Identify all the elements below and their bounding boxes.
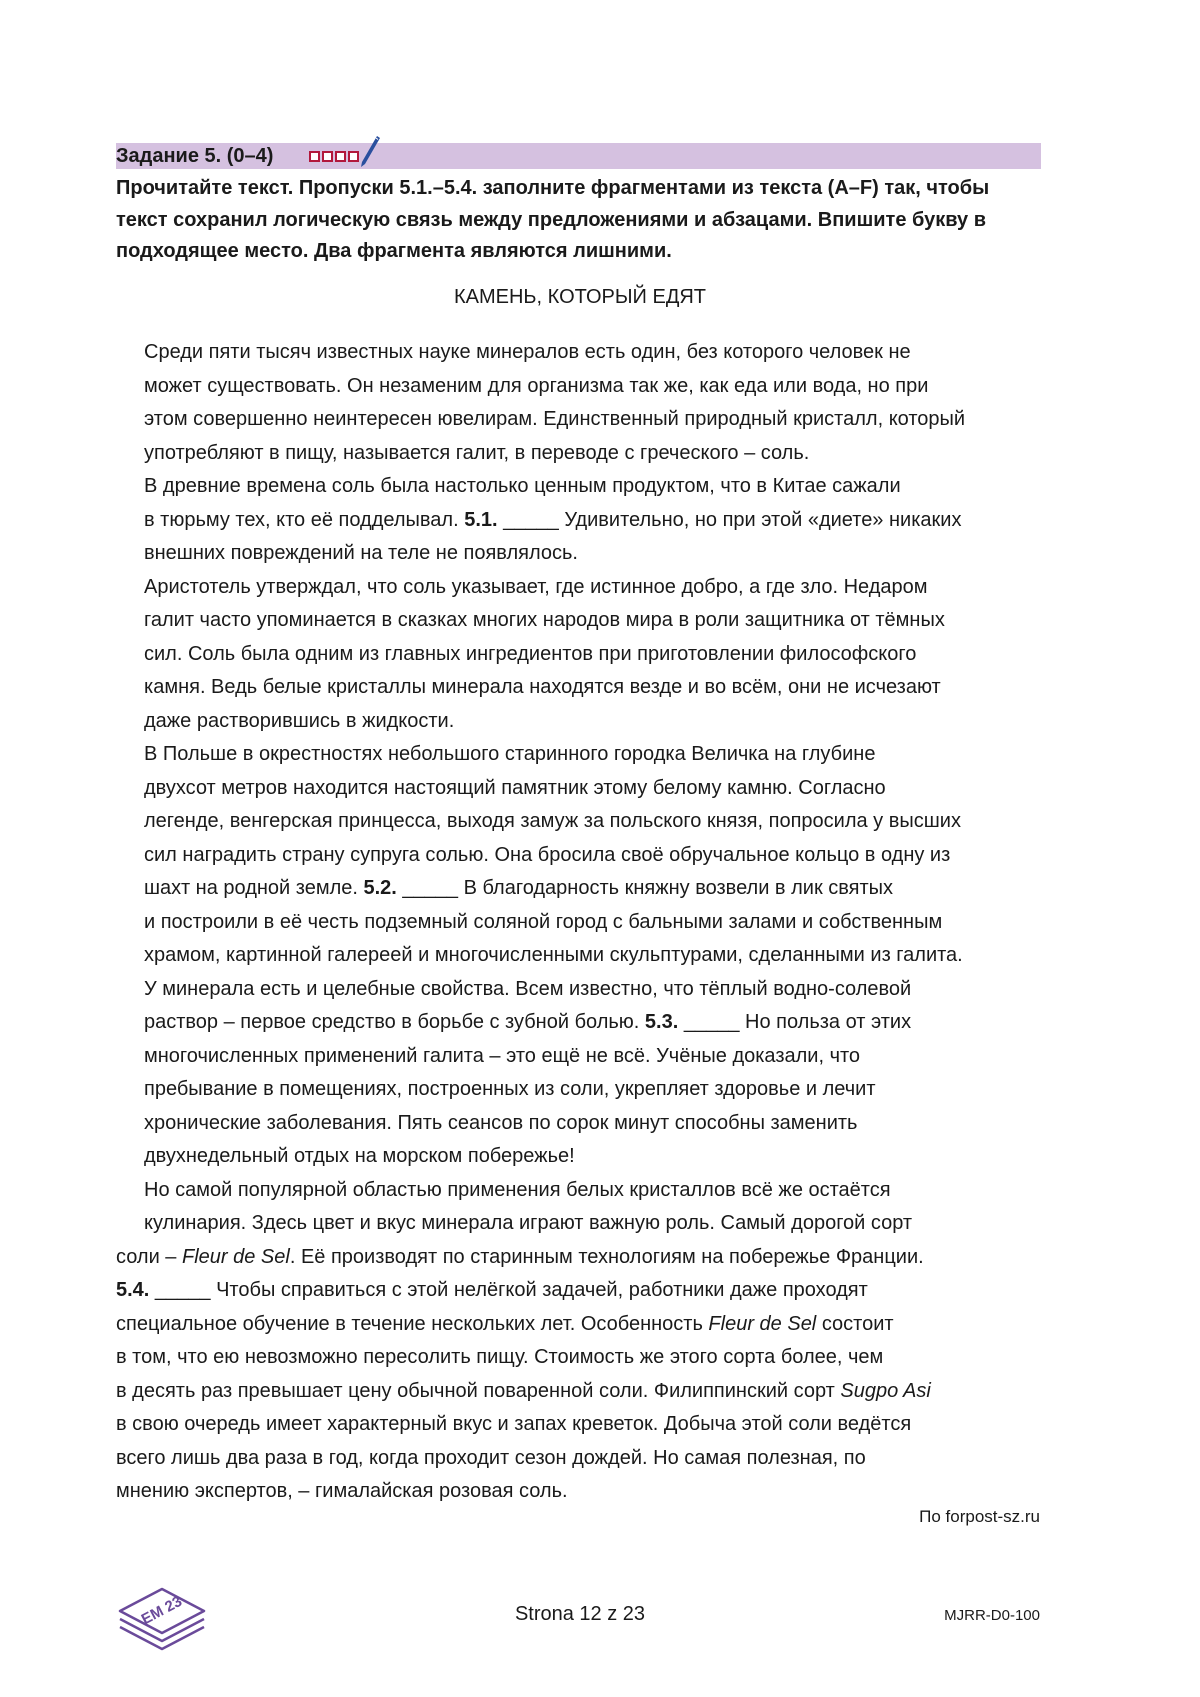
text-line: У минерала есть и целебные свойства. Всем известно, что тёплый водно-солевой <box>144 977 912 1000</box>
italic-term: Fleur de Sel <box>182 1245 290 1268</box>
text-line: сил наградить страну супруга солью. Она бросила своё обручальное кольцо в одну из <box>144 843 951 866</box>
italic-term: Sugpo Asi <box>840 1379 931 1402</box>
text-line: Аристотель утверждал, что соль указывает, где истинное добро, а где зло. Недаром <box>144 575 928 598</box>
gap-line <box>116 504 1046 538</box>
text-line: хронические заболевания. Пять сеансов по сорок минут способны заменить <box>144 1111 858 1134</box>
gap-blank[interactable]: _____ <box>503 508 559 531</box>
text-line: В древние времена соль была настолько ценным продуктом, что в Китае сажали <box>144 475 901 497</box>
gap-line <box>116 872 1046 906</box>
text-line: употребляют в пищу, называется галит, в переводе с греческого – соль. <box>144 441 810 464</box>
text-segment: Чтобы справиться с этой нелёгкой задачей, работники даже проходят <box>210 1279 868 1301</box>
gap-blank[interactable]: _____ <box>402 877 459 899</box>
text-line: Среди пяти тысяч известных науке минералов есть один, без которого человек не <box>144 341 911 363</box>
task-instructions: Прочитайте текст. Пропуски 5.1.–5.4. заполните фрагментами из текста (A–F) так, чтобы текст сохранил логическую связь между предложениями и абзацами. Впишите букву в подходящее место. Два фрагмента являются лишними. <box>116 177 990 262</box>
text-title: КАМЕНЬ, КОТОРЫЙ ЕДЯТ <box>453 286 707 308</box>
text-line <box>116 1375 1046 1409</box>
text-line: всего лишь два раза в год, когда проходит сезон дождей. Но самая полезная, по <box>116 1446 866 1469</box>
text-segment: Удивительно, но при этой «диете» никаких <box>558 508 962 531</box>
document-code: MJRR-D0-100 <box>944 1607 1040 1624</box>
gap-number: 5.1. <box>464 508 498 531</box>
gap-number: 5.2. <box>363 877 397 899</box>
score-box <box>348 151 359 162</box>
text-segment: . Её производят по старинным технологиям на побережье Франции. <box>289 1245 924 1268</box>
text-line: В Польше в окрестностях небольшого старинного городка Величка на глубине <box>144 743 876 765</box>
text-line: в свою очередь имеет характерный вкус и запах креветок. Добыча этой соли ведётся <box>116 1413 912 1435</box>
text-line: этом совершенно неинтересен ювелирам. Единственный природный кристалл, который <box>144 408 966 430</box>
gap-number: 5.3. <box>644 1011 679 1033</box>
pen-icon <box>359 134 381 170</box>
source-credit: По forpost-sz.ru <box>919 1507 1040 1526</box>
gap-blank[interactable]: _____ <box>154 1279 211 1301</box>
text-line: многочисленных применений галита – это ещё не всё. Учёные доказали, что <box>144 1044 861 1067</box>
gap-line <box>116 1006 1046 1040</box>
text-line <box>116 1241 1046 1275</box>
paragraph-5 <box>116 973 1046 1174</box>
paragraph-4 <box>116 738 1046 973</box>
text-line: Но самой популярной областью применения белых кристаллов всё же остаётся <box>144 1178 891 1201</box>
paragraph-2 <box>116 470 1046 571</box>
text-segment: специальное обучение в течение нескольких лет. Особенность <box>116 1312 709 1335</box>
text-line: в том, что ею невозможно пересолить пищу. Стоимость же этого сорта более, чем <box>116 1346 884 1368</box>
text-segment: раствор – первое средство в борьбе с зубной болью. <box>144 1011 645 1033</box>
article <box>116 336 1046 1509</box>
text-segment: Но польза от этих <box>739 1011 912 1033</box>
text-line: мнению экспертов, – гималайская розовая соль. <box>116 1480 568 1502</box>
text-line: галит часто упоминается в сказках многих народов мира в роли защитника от тёмных <box>144 609 945 631</box>
text-line: сил. Соль была одним из главных ингредиентов при приготовлении философского <box>144 642 917 665</box>
text-segment: соли – <box>116 1245 182 1268</box>
text-line: и построили в её честь подземный соляной город с бальными залами и собственным <box>144 910 943 933</box>
text-line: пребывание в помещениях, построенных из соли, укрепляет здоровье и лечит <box>144 1078 876 1100</box>
text-line: храмом, картинной галереей и многочисленными скульптурами, сделанными из галита. <box>144 944 963 966</box>
page-number: Strona 12 z 23 <box>514 1603 646 1625</box>
score-box <box>309 151 320 162</box>
text-segment: в десять раз превышает цену обычной поваренной соли. Филиппинский сорт <box>116 1379 841 1402</box>
text-segment: В благодарность княжну возвели в лик святых <box>458 877 894 899</box>
text-line: двухсот метров находится настоящий памятник этому белому камню. Согласно <box>144 776 886 799</box>
task-title: Задание 5. (0–4) <box>116 144 274 167</box>
text-line: легенде, венгерская принцесса, выходя замуж за польского князя, попросила у высших <box>144 810 961 832</box>
text-segment: шахт на родной земле. <box>144 877 364 899</box>
text-line: камня. Ведь белые кристаллы минерала находятся везде и во всём, они не исчезают <box>144 676 941 698</box>
text-line <box>116 1308 1046 1342</box>
paragraph-3 <box>116 571 1046 739</box>
gap-blank[interactable]: _____ <box>683 1011 740 1033</box>
gap-line <box>116 1274 1046 1308</box>
task-header <box>116 143 1041 169</box>
gap-number: 5.4. <box>116 1279 150 1301</box>
text-line: может существовать. Он незаменим для организма так же, как еда или вода, но при <box>144 374 929 397</box>
score-box <box>322 151 333 162</box>
logo-text: EM 23 <box>138 1592 185 1629</box>
text-segment: в тюрьму тех, кто её подделывал. <box>144 508 465 531</box>
text-line: кулинария. Здесь цвет и вкус минерала играют важную роль. Самый дорогой сорт <box>144 1212 913 1234</box>
text-segment: состоит <box>816 1312 894 1335</box>
paragraph-1 <box>116 336 1046 470</box>
score-boxes <box>309 151 359 162</box>
text-line: двухнедельный отдых на морском побережье! <box>144 1145 575 1167</box>
paragraph-6 <box>116 1174 1046 1509</box>
italic-term: Fleur de Sel <box>708 1312 817 1335</box>
text-line: внешних повреждений на теле не появлялось. <box>144 542 578 564</box>
text-line: даже растворившись в жидкости. <box>144 709 455 732</box>
score-box <box>335 151 346 162</box>
